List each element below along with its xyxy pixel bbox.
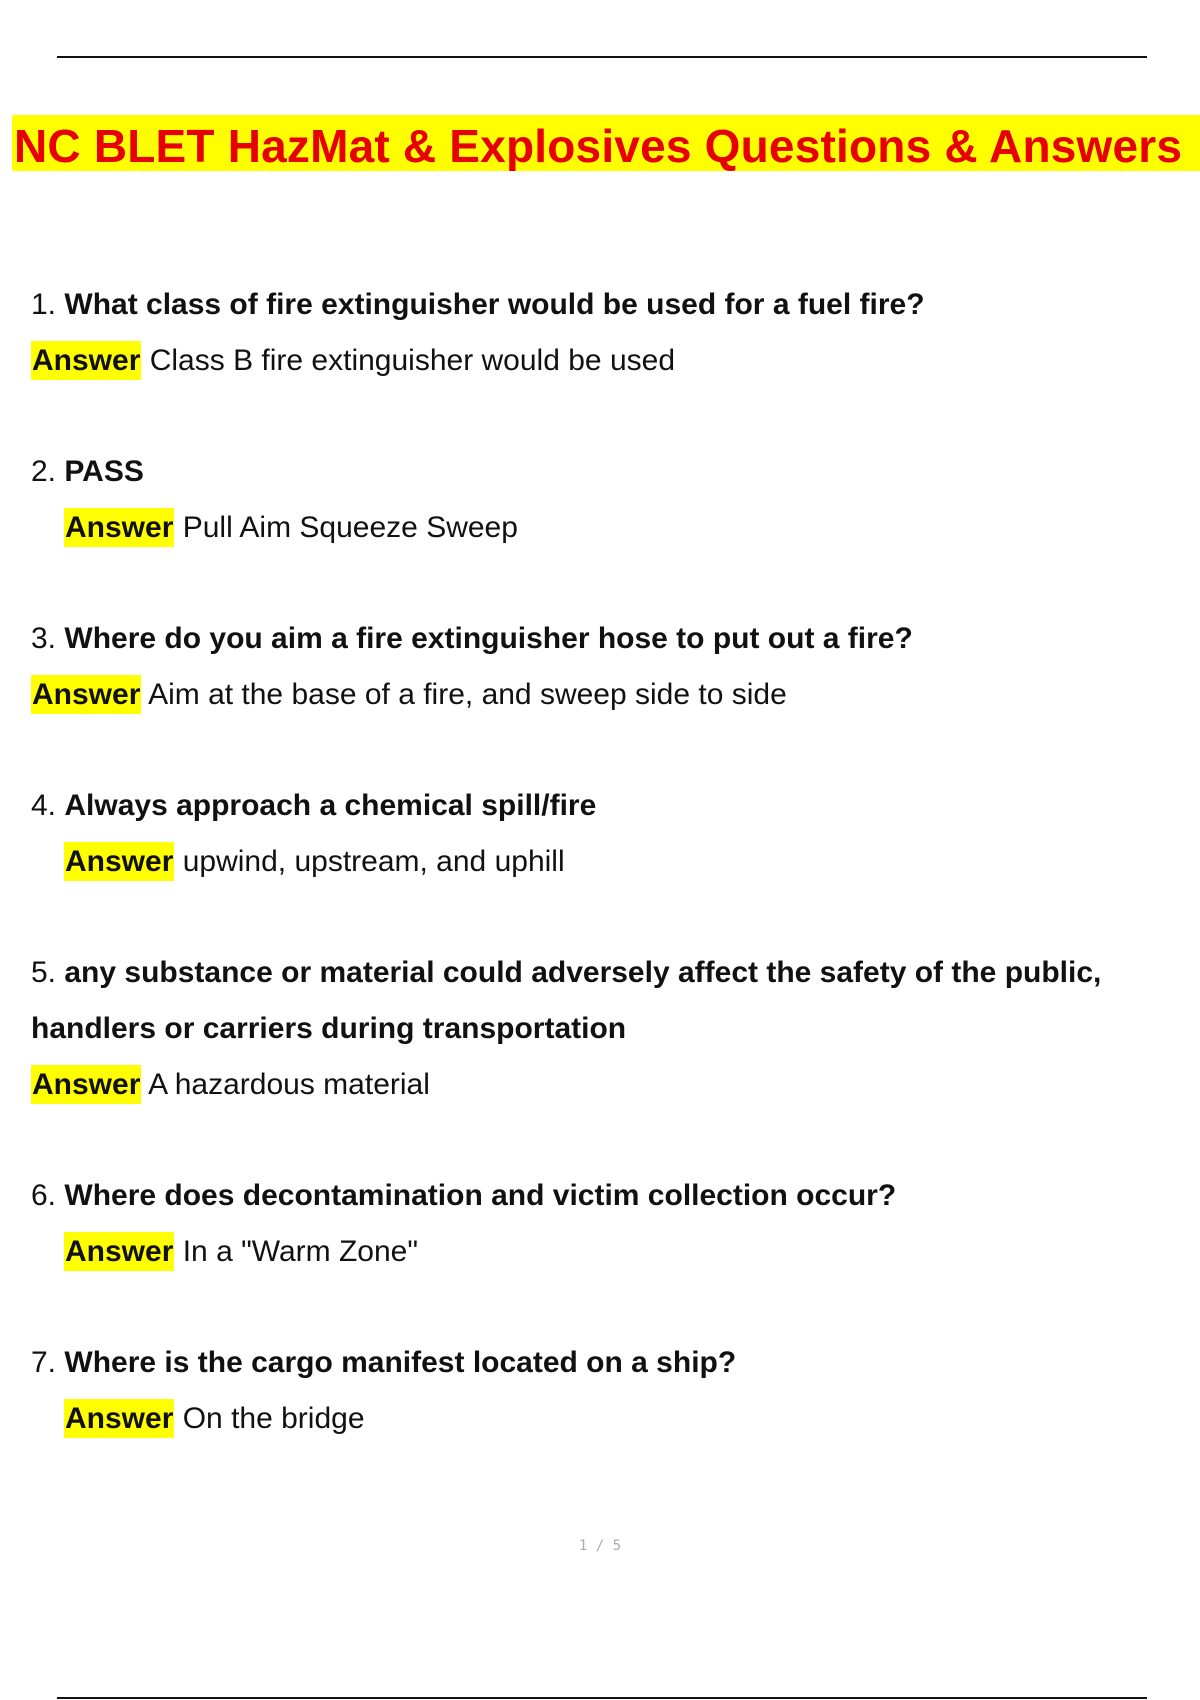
question-text: PASS [64,455,144,488]
answer-text: On the bridge [182,1402,365,1435]
qa-item-1 [31,277,1181,389]
question [31,611,1181,667]
question-number: 4. [31,789,57,822]
answer-text: Pull Aim Squeeze Sweep [182,511,518,544]
question-text-line2: handlers or carriers during transportation [31,1012,627,1045]
answer-label: Answer [64,1399,174,1438]
answer-label: Answer [31,341,141,380]
question-text: Always approach a chemical spill/fire [64,789,597,822]
document-title: NC BLET HazMat & Explosives Questions & Answers [14,120,1183,171]
question [31,277,1181,333]
answer-label: Answer [31,675,141,714]
answer [31,667,1181,723]
footer-rule [57,1697,1147,1699]
question-text: Where is the cargo manifest located on a ship? [64,1346,737,1379]
answer [31,1391,1181,1447]
answer-label: Answer [31,1065,141,1104]
answer [31,333,1181,389]
qa-item-2 [31,444,1181,556]
qa-item-3 [31,611,1181,723]
header-rule [57,56,1147,58]
qa-item-7 [31,1335,1181,1447]
answer-label: Answer [64,1232,174,1271]
question [31,1168,1181,1224]
question-text-line1: any substance or material could adversely affect the safety of the public, [64,956,1102,989]
answer [31,1057,1181,1113]
qa-item-6 [31,1168,1181,1280]
answer [31,1224,1181,1280]
answer-text: In a "Warm Zone" [182,1235,418,1268]
question-number: 2. [31,455,57,488]
qa-item-5 [31,945,1181,1113]
qa-item-4 [31,778,1181,890]
answer-text: upwind, upstream, and uphill [182,845,565,878]
answer [31,834,1181,890]
question-number: 7. [31,1346,57,1379]
answer-label: Answer [64,508,174,547]
answer [31,500,1181,556]
question-text: Where do you aim a fire extinguisher hose to put out a fire? [64,622,913,655]
answer-text: A hazardous material [148,1068,430,1101]
question-number: 3. [31,622,57,655]
question-number: 6. [31,1179,57,1212]
question [31,778,1181,834]
page-indicator: 1 / 5 [578,1538,622,1554]
answer-label: Answer [64,842,174,881]
answer-text: Class B fire extinguisher would be used [149,344,675,377]
question [31,444,1181,500]
title-highlight [12,115,1200,171]
question-continuation [31,1001,1181,1057]
question-number: 5. [31,956,57,989]
question-text: Where does decontamination and victim collection occur? [64,1179,897,1212]
question-text: What class of fire extinguisher would be used for a fuel fire? [64,288,925,321]
answer-text: Aim at the base of a fire, and sweep side to side [148,678,787,711]
question [31,1335,1181,1391]
question [31,945,1181,1001]
question-number: 1. [31,288,57,321]
